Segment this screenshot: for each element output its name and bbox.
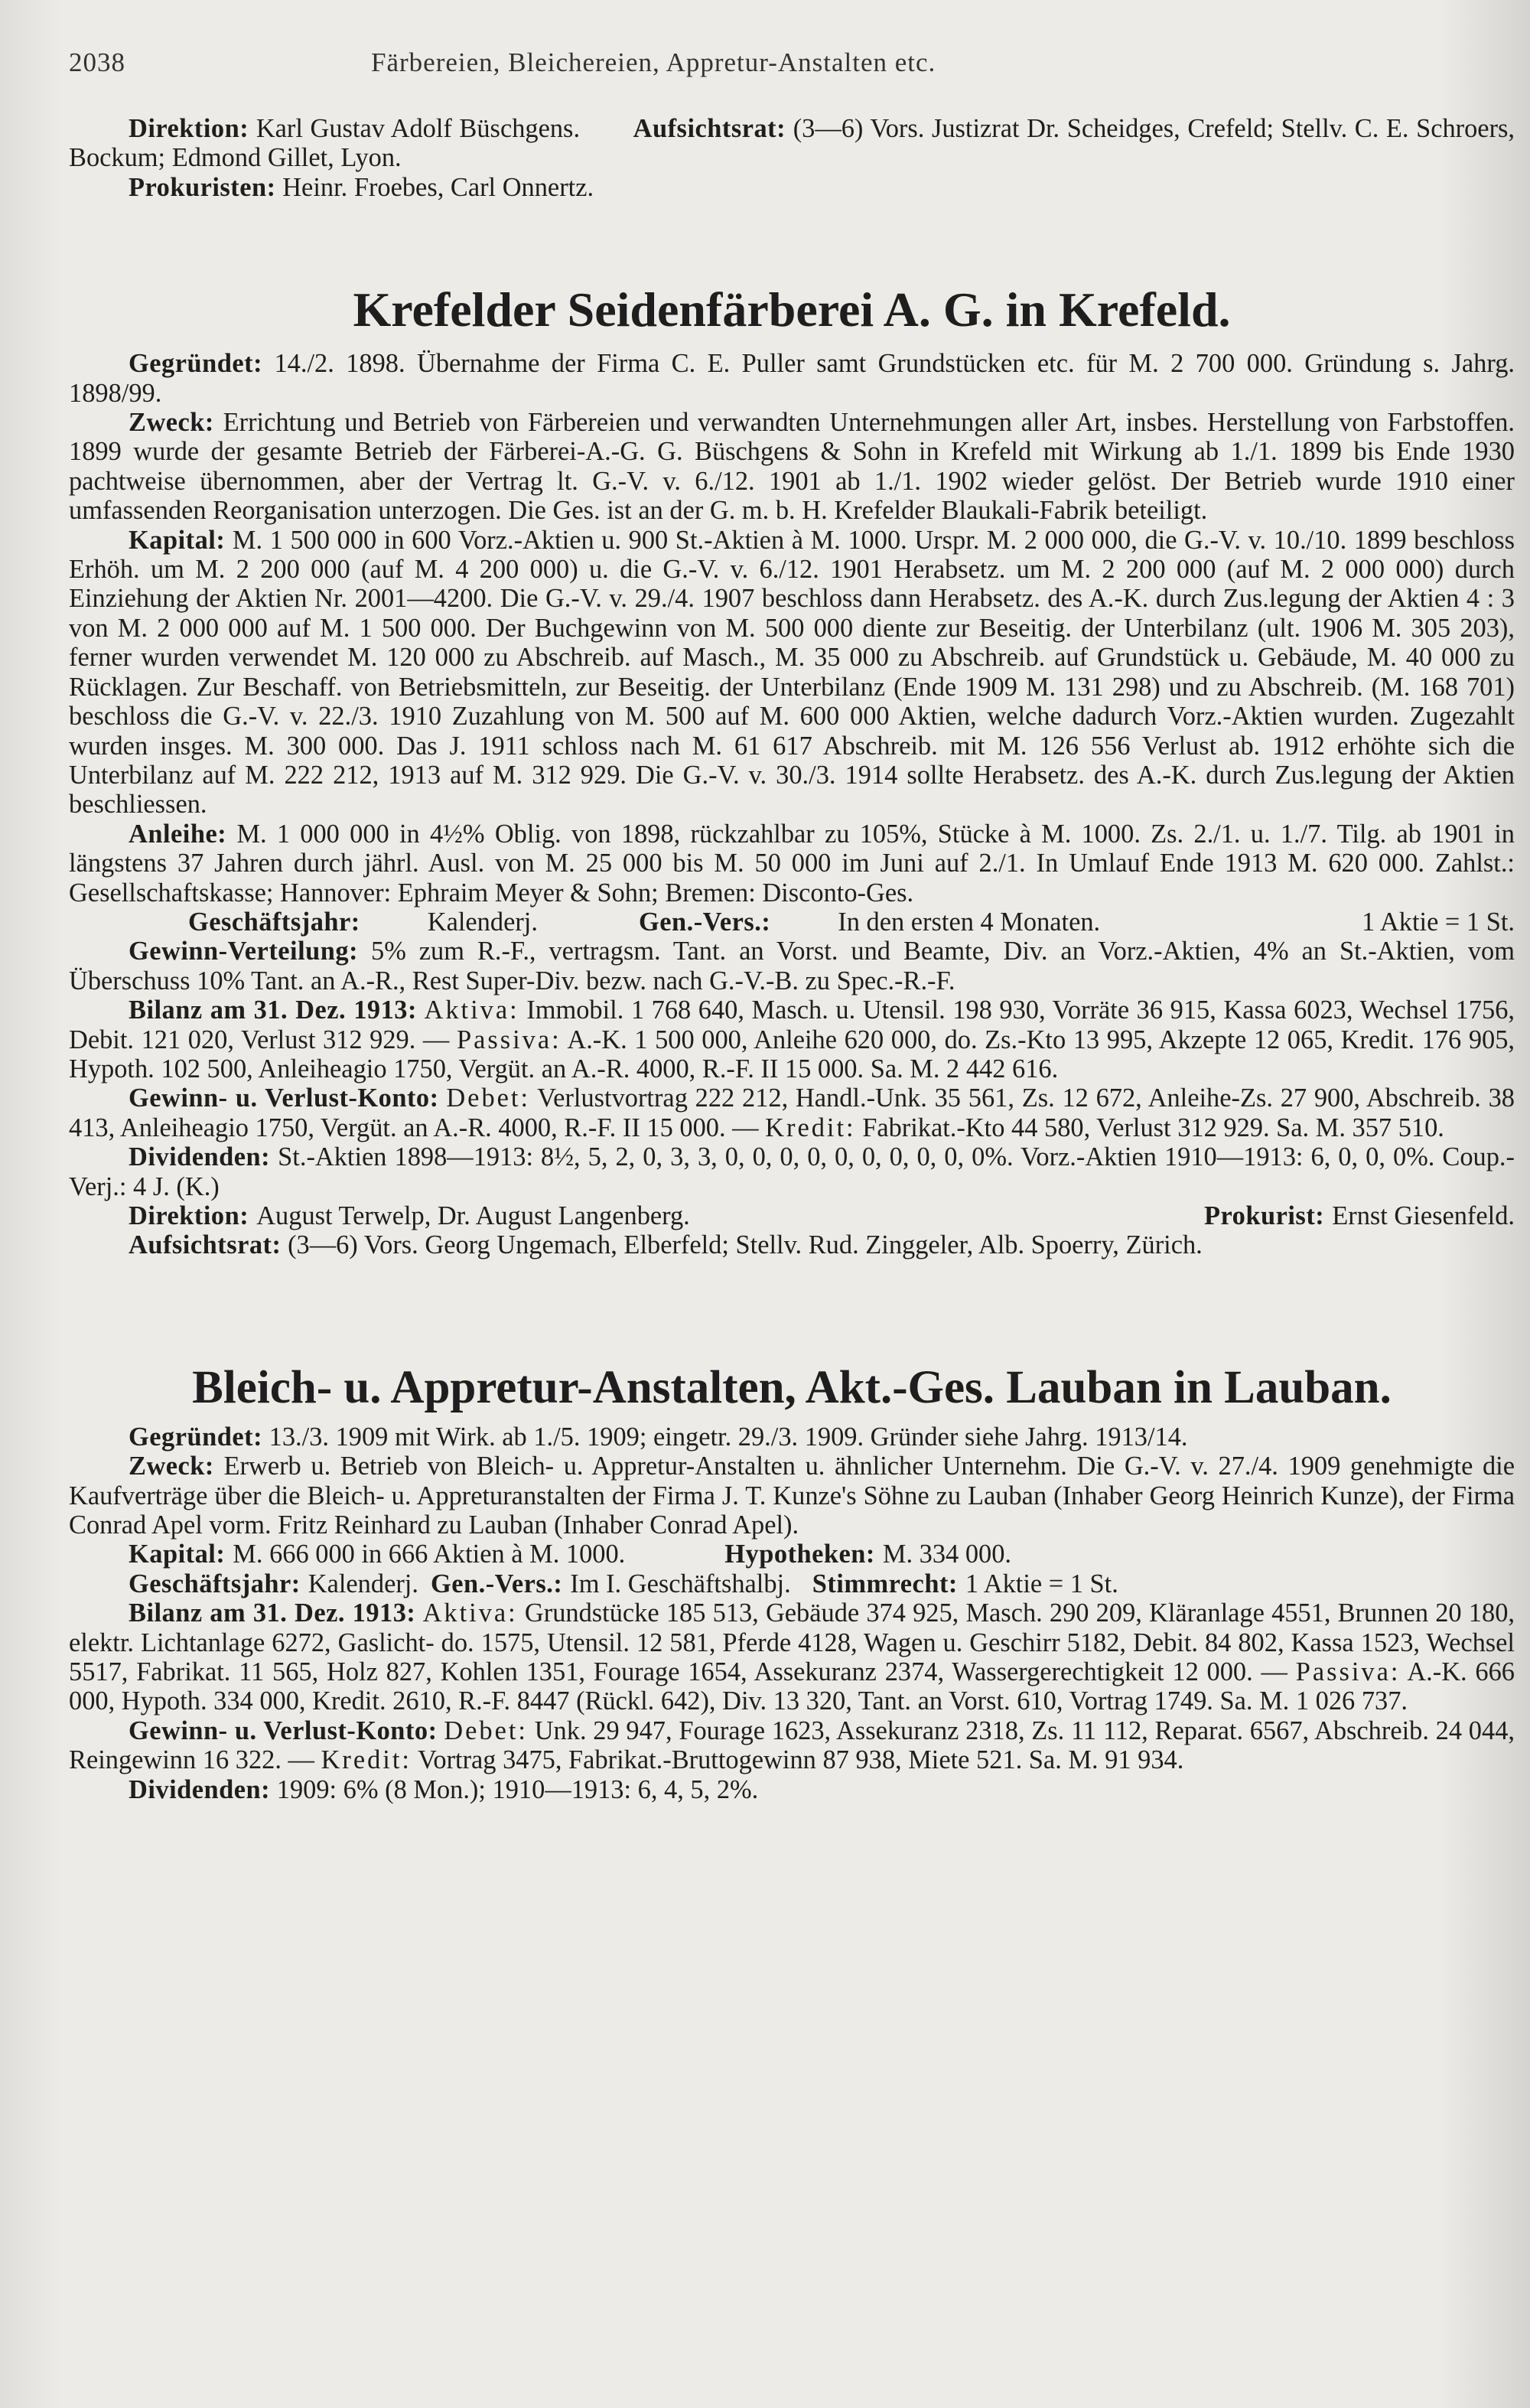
c1-gewinnverteilung-label: Gewinn-Verteilung: [129,937,359,966]
c2-genvers-label: Gen.-Vers.: [430,1569,563,1598]
c2-bilanz-para [69,1598,1515,1716]
c1-direktion-text: August Terwelp, Dr. August Langenberg. [256,1201,690,1230]
c1-anleihe-para [69,820,1515,907]
c2-passiva-label: Passiva: [1295,1657,1401,1687]
c2-debet-label: Debet: [444,1716,528,1745]
c1-bilanz-para [69,995,1515,1083]
c2-passiva-text: A.-K. 666 000, Hypoth. 334 000, Kredit. 2610, R.-F. 8447 (Rückl. 642), Div. 13 320, Tant. an Vorst. 610, Vortrag 1749. Sa. M. 1 026 737. [69,1657,1515,1716]
c1-geschaeftsjahr-text: Kalenderj. [427,907,538,937]
c1-geschaeftsjahr-label: Geschäftsjahr: [188,907,360,937]
running-head [69,47,1515,78]
prev-prokuristen-text: Heinr. Froebes, Carl Onnertz. [282,172,594,202]
c2-kapital-line [69,1540,1515,1569]
company-1-title: Krefelder Seidenfärberei A. G. in Krefeld. [353,282,1231,337]
c2-geschaeftsjahr-label: Geschäftsjahr: [129,1569,301,1598]
c1-aktiva-label: Aktiva: [424,995,519,1025]
c2-guv-label: Gewinn- u. Verlust-Konto: [129,1716,438,1745]
c1-kapital-label: Kapital: [129,525,226,555]
c1-debet-label: Debet: [446,1083,531,1113]
c1-gegruendet-para [69,349,1515,408]
c2-zweck-label: Zweck: [129,1452,214,1481]
prev-prokuristen-label: Prokuristen: [129,172,276,202]
prev-direktion-label: Direktion: [129,114,249,143]
c1-guv-para [69,1083,1515,1142]
c1-kredit-text: Fabrikat.-Kto 44 580, Verlust 312 929. Sa. M. 357 510. [862,1113,1444,1142]
c1-gegruendet-label: Gegründet: [129,349,263,379]
c2-genvers-text: Im I. Geschäftshalbj. [570,1569,791,1598]
c1-genvers-text: In den ersten 4 Monaten. [838,907,1101,937]
c1-dividenden-para [69,1142,1515,1201]
c2-kapital-label: Kapital: [129,1540,226,1569]
c1-kapital-para [69,526,1515,820]
c1-zweck-para [69,408,1515,526]
c2-geschaeftsjahr-line [69,1569,1515,1598]
c1-direktion-line [69,1201,1515,1230]
c1-kredit-label: Kredit: [765,1113,856,1142]
c2-dividenden-label: Dividenden: [129,1774,271,1804]
c1-gewinnverteilung-text: 5% zum R.-F., vertragsm. Tant. an Vorst. und Beamte, Div. an Vorz.-Aktien, 4% an St.-Aktien, vom Überschuss 10% Tant. an A.-R., Rest Super-Div. bezw. nach G.-V.-B. zu Spec.-R.-F. [69,937,1515,995]
c1-bilanz-label: Bilanz am 31. Dez. 1913: [129,995,417,1025]
c1-aufsichtsrat-text: (3—6) Vors. Georg Ungemach, Elberfeld; Stellv. Rud. Zinggeler, Alb. Spoerry, Zürich. [288,1230,1203,1260]
c1-aufsichtsrat-label: Aufsichtsrat: [129,1230,282,1260]
c1-direktion-label: Direktion: [129,1201,249,1230]
c2-gegruendet-text: 13./3. 1909 mit Wirk. ab 1./5. 1909; eingetr. 29./3. 1909. Gründer siehe Jahrg. 1913/14. [269,1422,1188,1452]
prev-aufsichtsrat-label: Aufsichtsrat: [633,114,786,143]
running-title: Färbereien, Bleichereien, Appretur-Anstalten etc. [371,47,936,77]
c2-bilanz-label: Bilanz am 31. Dez. 1913: [129,1598,416,1628]
c1-anleihe-text: M. 1 000 000 in 4½% Oblig. von 1898, rückzahlbar zu 105%, Stücke à M. 1000. Zs. 2./1. u. 1./7. Tilg. ab 1901 in längstens 37 Jahren durch jährl. Ausl. von M. 25 000 bis M. 50 000 im Juni auf 2./1. In Umlauf Ende 1913 M. 620 000. Zahlst.: Gesellschaftskasse; Hannover: Ephraim Meyer & Sohn; Bremen: Disconto-Ges. [69,819,1515,907]
c2-stimmrecht-text: 1 Aktie = 1 St. [965,1569,1118,1598]
c2-aktiva-text: Grundstücke 185 513, Gebäude 374 925, Masch. 290 209, Kläranlage 4551, Brunnen 20 180, elektr. Lichtanlage 6272, Gaslicht- do. 1575, Utensil. 12 581, Pferde 4128, Wagen u. Geschirr 5182, Debit. 84 802, Kassa 1523, Wechsel 5517, Fabrikat. 11 565, Holz 827, Kohlen 1351, Fourage 1654, Assekuranz 2374, Wassergerechtigkeit 12 000. — [69,1598,1515,1687]
c2-hypotheken-text: M. 334 000. [882,1540,1012,1569]
c1-stimmrecht-text: 1 Aktie = 1 St. [1362,907,1515,937]
c1-prokurist-label: Prokurist: [1204,1201,1325,1230]
c1-dividenden-text: St.-Aktien 1898—1913: 8½, 5, 2, 0, 3, 3, 0, 0, 0, 0, 0, 0, 0, 0, 0, 0%. Vorz.-Aktien 1910—1913: 6, 0, 0, 0%. Coup.-Verj.: 4 J. (K.) [69,1142,1515,1201]
c2-aktiva-label: Aktiva: [422,1598,518,1628]
c1-passiva-text: A.-K. 1 500 000, Anleihe 620 000, do. Zs.-Kto 13 995, Akzepte 12 065, Kredit. 176 905, Hypoth. 102 500, Anleiheagio 1750, Vergüt. an A.-R. 4000, R.-F. II 15 000. Sa. M. 2 442 616. [69,1025,1515,1083]
c2-hypotheken-label: Hypotheken: [724,1540,875,1569]
c2-kredit-label: Kredit: [321,1745,412,1775]
c2-debet-text: Unk. 29 947, Fourage 1623, Assekuranz 2318, Zs. 11 112, Reparat. 6567, Abschreib. 24 044, Reingewinn 16 322. — [69,1716,1515,1775]
c1-aufsichtsrat-para [69,1230,1515,1259]
c1-passiva-label: Passiva: [456,1025,562,1054]
c2-gegruendet-label: Gegründet: [129,1422,263,1452]
page-number: 2038 [69,47,125,77]
c2-kredit-text: Vortrag 3475, Fabrikat.-Bruttogewinn 87 938, Miete 521. Sa. M. 91 934. [417,1745,1184,1775]
c2-dividenden-para [69,1775,1515,1804]
c1-prokurist-text: Ernst Giesenfeld. [1332,1201,1515,1230]
c2-geschaeftsjahr-text: Kalenderj. [308,1569,418,1598]
c2-zweck-text: Erwerb u. Betrieb von Bleich- u. Appretur-Anstalten u. ähnlicher Unternehm. Die G.-V. v. 27./4. 1909 genehmigte die Kaufverträge über die Bleich- u. Appreturanstalten der Firma J. T. Kunze's Söhne zu Lauban (Inhaber Georg Heinrich Kunze), der Firma Conrad Apel vorm. Fritz Reinhard zu Lauban (Inhaber Conrad Apel). [69,1452,1515,1540]
c1-anleihe-label: Anleihe: [129,819,227,849]
c1-zweck-text: Errichtung und Betrieb von Färbereien und verwandten Unternehmungen aller Art, insbes. Herstellung von Farbstoffen. 1899 wurde der gesamte Betrieb der Färberei-A.-G. G. Büschgens & Sohn in Krefeld mit Wirkung ab 1./1. 1899 bis Ende 1930 pachtweise übernommen, aber der Vertrag lt. G.-V. v. 6./12. 1901 ab 1./1. 1902 wieder gelöst. Der Betrieb wurde 1910 einer umfassenden Reorganisation unterzogen. Die Ges. ist an der G. m. b. H. Krefelder Blaukali-Fabrik beteiligt. [69,408,1515,526]
c2-zweck-para [69,1452,1515,1540]
prev-aufsichtsrat-text: (3—6) Vors. Justizrat Dr. Scheidges, Crefeld; Stellv. C. E. Schroers, Bockum; Edmond Gillet, Lyon. [69,114,1515,173]
c1-kapital-text: M. 1 500 000 in 600 Vorz.-Aktien u. 900 St.-Aktien à M. 1000. Urspr. M. 2 000 000, die G.-V. v. 10./10. 1899 beschloss Erhöh. um M. 2 200 000 (auf M. 4 200 000) u. die G.-V. v. 6./12. 1901 Herabsetz. um M. 2 200 000 (auf M. 2 000 000) durch Einziehung der Aktien Nr. 2001—4200. Die G.-V. v. 29./4. 1907 beschloss dann Herabsetz. des A.-K. durch Zus.legung der Aktien 4 : 3 von M. 2 000 000 auf M. 1 500 000. Der Buchgewinn von M. 500 000 diente zur Beseitig. der Unterbilanz (ult. 1906 M. 305 203), ferner wurden verwendet M. 120 000 zu Abschreib. auf Masch., M. 35 000 zu Abschreib. auf Grundstück u. Gebäude, M. 40 000 zu Rücklagen. Zur Beschaff. von Betriebsmitteln, zur Beseitig. der Unterbilanz (Ende 1909 M. 131 298) und zu Abschreib. (M. 168 701) beschloss die G.-V. v. 22./3. 1910 Zuzahlung von M. 500 auf M. 600 000 Aktien, welche dadurch Vorz.-Aktien wurden. Zugezahlt wurden insges. M. 300 000. Das J. 1911 schloss nach M. 61 617 Abschreib. mit M. 126 556 Verlust ab. 1912 erhöhte sich die Unterbilanz auf M. 222 212, 1913 auf M. 312 929. Die G.-V. v. 30./3. 1914 sollte Herabsetz. des A.-K. durch Zus.legung der Aktien beschliessen. [69,525,1515,820]
c1-zweck-label: Zweck: [129,408,214,438]
c1-gewinnverteilung-para [69,937,1515,995]
c1-genvers-label: Gen.-Vers.: [638,907,771,937]
c1-geschaeftsjahr-line [69,907,1515,937]
c1-aktiva-text: Immobil. 1 768 640, Masch. u. Utensil. 198 930, Vorräte 36 915, Kassa 6023, Wechsel 1756, Debit. 121 020, Verlust 312 929. — [69,995,1515,1054]
c1-debet-text: Verlustvortrag 222 212, Handl.-Unk. 35 561, Zs. 12 672, Anleihe-Zs. 27 900, Abschreib. 38 413, Anleiheagio 1750, Vergüt. an A.-R. 4000, R.-F. II 15 000. — [69,1083,1515,1142]
c2-dividenden-text: 1909: 6% (8 Mon.); 1910—1913: 6, 4, 5, 2%. [276,1774,759,1804]
c1-dividenden-label: Dividenden: [129,1142,271,1172]
c2-stimmrecht-label: Stimmrecht: [812,1569,958,1598]
prev-prokuristen-para [69,173,1515,202]
c2-kapital-text: M. 666 000 in 666 Aktien à M. 1000. [233,1540,626,1569]
c1-guv-label: Gewinn- u. Verlust-Konto: [129,1083,439,1113]
c2-guv-para [69,1716,1515,1775]
c1-gegruendet-text: 14./2. 1898. Übernahme der Firma C. E. Puller samt Grundstücken etc. für M. 2 700 000. Gründung s. Jahrg. 1898/99. [69,349,1515,408]
prev-direktion-para [69,114,1515,173]
prev-direktion-text: Karl Gustav Adolf Büschgens. [256,114,581,143]
c2-gegruendet-para [69,1422,1515,1452]
company-2-title: Bleich- u. Appretur-Anstalten, Akt.-Ges. Lauban in Lauban. [192,1361,1392,1413]
